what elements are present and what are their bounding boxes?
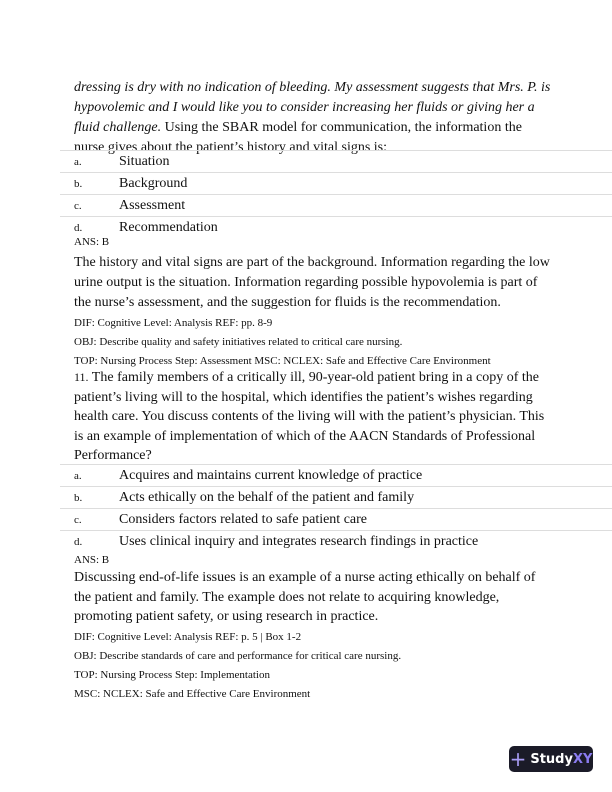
option-text: Assessment	[119, 197, 186, 213]
option-letter: b.	[74, 177, 83, 190]
rationale: The history and vital signs are part of the background. Information regarding the low urine output is the situation. Information regarding possible hypovolemia is part of the nurse’s assessment, and the suggestion for fluids is the recommendation.	[74, 255, 550, 310]
studyxy-logo[interactable]	[509, 746, 593, 772]
logo-text-accent: XY	[572, 751, 593, 767]
question-11-meta	[74, 628, 554, 704]
meta-msc: MSC: NCLEX: Safe and Effective Care Environment	[74, 688, 311, 700]
option-c	[60, 508, 612, 530]
answer: ANS: B	[74, 236, 110, 248]
stem-text: The family members of a critically ill, 90-year-old patient bring in a copy of the patient’s living will to the hospital, which identifies the patient’s wishes regarding health care. You discuss contents of the living will with the patient’s physician. This is an example of implementation of which of the AACN Standards of Professional Performance?	[74, 370, 545, 463]
question-10-stem	[74, 78, 554, 158]
option-letter: a.	[74, 155, 82, 168]
plus-icon: +	[509, 747, 527, 771]
meta-dif: DIF: Cognitive Level: Analysis REF: pp. 8-9	[74, 317, 273, 329]
option-b	[60, 172, 612, 194]
option-letter: d.	[74, 221, 83, 234]
answer: ANS: B	[74, 554, 110, 566]
option-a	[60, 150, 612, 172]
option-a	[60, 464, 612, 486]
question-10-options	[60, 150, 612, 238]
option-text: Acts ethically on the behalf of the patient and family	[119, 489, 415, 505]
meta-top: TOP: Nursing Process Step: Assessment MSC: NCLEX: Safe and Effective Care Environment	[74, 355, 491, 367]
question-11-stem	[74, 368, 554, 466]
option-text: Uses clinical inquiry and integrates research findings in practice	[119, 533, 479, 549]
option-b	[60, 486, 612, 508]
meta-top: TOP: Nursing Process Step: Implementation	[74, 669, 270, 681]
stem-text: Using the SBAR model for communication, the information the nurse gives about the patient’s history and vital signs is:	[74, 120, 522, 155]
question-10-meta	[74, 314, 554, 371]
meta-obj: OBJ: Describe standards of care and performance for critical care nursing.	[74, 650, 402, 662]
option-d	[60, 530, 612, 552]
meta-dif: DIF: Cognitive Level: Analysis REF: p. 5 | Box 1-2	[74, 631, 302, 643]
question-number: 11.	[74, 370, 89, 384]
option-c	[60, 194, 612, 216]
option-letter: c.	[74, 199, 82, 212]
option-text: Considers factors related to safe patient care	[119, 511, 368, 527]
rationale: Discussing end-of-life issues is an example of a nurse acting ethically on behalf of the patient and family. The example does not relate to acquiring knowledge, promoting patient safety, or using research in practice.	[74, 570, 536, 624]
stem-italic: dressing is dry with no indication of bleeding. My assessment suggests that Mrs. P. is hypovolemic and I would like you to consider increasing her fluids or giving her a fluid challenge.	[74, 80, 551, 135]
option-text: Acquires and maintains current knowledge of practice	[119, 467, 423, 483]
option-letter: d.	[74, 535, 83, 548]
option-text: Recommendation	[119, 219, 218, 235]
question-11-options	[60, 464, 612, 552]
option-letter: b.	[74, 491, 83, 504]
option-letter: a.	[74, 469, 82, 482]
logo-text: Study	[530, 751, 573, 767]
option-text: Background	[119, 175, 188, 191]
option-letter: c.	[74, 513, 82, 526]
option-text: Situation	[119, 153, 170, 169]
meta-obj: OBJ: Describe quality and safety initiatives related to critical care nursing.	[74, 336, 403, 348]
